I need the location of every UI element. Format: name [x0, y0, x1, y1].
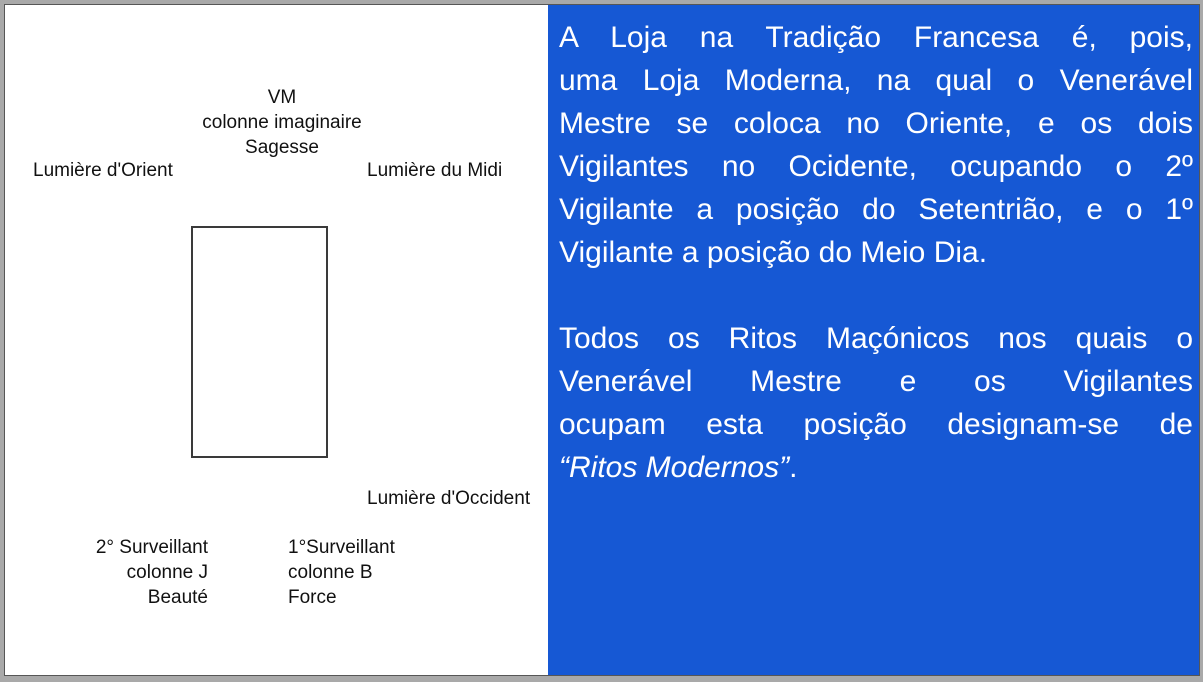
paragraph-1-line: A Loja na Tradição Francesa é, pois,: [559, 21, 1193, 54]
text-panel: [548, 5, 1199, 675]
paragraph-2-line: Venerável Mestre e os Vigilantes: [559, 365, 1193, 398]
sentence-period: .: [789, 451, 798, 484]
second-surveillant-label: 2° Surveillant: [95, 537, 208, 558]
lumiere-occident-label: Lumière d'Occident: [367, 488, 531, 509]
vm-label: VM: [267, 87, 297, 108]
paragraph-1: [559, 16, 1193, 274]
paragraph-1-line: Vigilante a posição do Setentrião, e o 1º: [559, 193, 1193, 226]
paragraph-2-line: ocupam esta posição designam-se de: [559, 408, 1193, 441]
beaute-label: Beauté: [147, 587, 208, 608]
first-surveillant-label: 1°Surveillant: [288, 537, 395, 558]
paragraph-1-line: Mestre se coloca no Oriente, e os dois: [559, 107, 1193, 140]
lodge-diagram-panel: [5, 5, 548, 675]
paragraph-1-line: uma Loja Moderna, na qual o Venerável: [559, 64, 1193, 97]
paragraph-2-line: Todos os Ritos Maçónicos nos quais o: [559, 322, 1193, 355]
ritos-modernos-italic: “Ritos Modernos”: [559, 451, 790, 484]
slide-content: [4, 4, 1200, 676]
sagesse-label: Sagesse: [245, 137, 319, 158]
force-label: Force: [288, 587, 337, 608]
imaginary-column-label: colonne imaginaire: [202, 112, 362, 133]
lumiere-orient-label: Lumière d'Orient: [33, 160, 173, 181]
lodge-rectangle: [191, 226, 328, 458]
lumiere-midi-label: Lumière du Midi: [367, 160, 503, 181]
colonne-b-label: colonne B: [288, 562, 373, 583]
venerable-master-label-block: [149, 85, 415, 160]
paragraph-1-line: Vigilante a posição do Meio Dia.: [559, 236, 988, 269]
first-surveillant-label-block: [288, 535, 395, 610]
colonne-j-label: colonne J: [126, 562, 208, 583]
paragraph-2: [559, 317, 1193, 489]
paragraph-1-line: Vigilantes no Ocidente, ocupando o 2º: [559, 150, 1193, 183]
paragraph-2-line: [559, 446, 1193, 489]
second-surveillant-label-block: [65, 535, 208, 610]
paragraph-gap: [559, 274, 1193, 317]
